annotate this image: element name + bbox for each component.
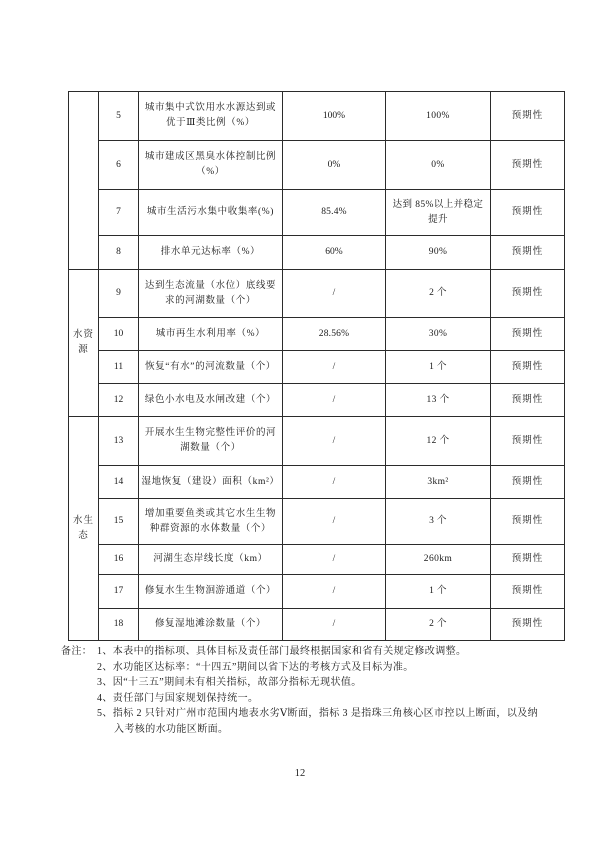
- target-value: 达到 85%以上并稳定提升: [386, 190, 491, 236]
- table-row: [69, 190, 565, 236]
- row-number: 18: [99, 609, 139, 641]
- current-value: /: [283, 466, 386, 499]
- indicator-name: 恢复“有水”的河流数量（个）: [139, 351, 283, 384]
- category-cell-continued: [69, 92, 99, 270]
- row-number: 6: [99, 141, 139, 190]
- page-number: 12: [294, 768, 306, 779]
- table-row: [69, 609, 565, 641]
- attribute-value: 预期性: [491, 575, 565, 609]
- indicator-name: 城市集中式饮用水水源达到或优于Ⅲ类比例（%）: [139, 92, 283, 141]
- target-value: 90%: [386, 236, 491, 270]
- row-number: 11: [99, 351, 139, 384]
- target-value: 2 个: [386, 609, 491, 641]
- table-row: [69, 141, 565, 190]
- current-value: /: [283, 270, 386, 318]
- indicator-name: 城市建成区黑臭水体控制比例（%）: [139, 141, 283, 190]
- table-row: [69, 351, 565, 384]
- attribute-value: 预期性: [491, 417, 565, 466]
- indicator-name: 排水单元达标率（%）: [139, 236, 283, 270]
- note-item-2: 2、水功能区达标率：“十四五”期间以省下达的考核方式及目标为准。: [97, 661, 414, 673]
- row-number: 17: [99, 575, 139, 609]
- target-value: 3km²: [386, 466, 491, 499]
- attribute-value: 预期性: [491, 384, 565, 417]
- attribute-value: 预期性: [491, 141, 565, 190]
- attribute-value: 预期性: [491, 609, 565, 641]
- target-value: 0%: [386, 141, 491, 190]
- row-number: 15: [99, 499, 139, 545]
- indicator-name: 城市生活污水集中收集率(%): [139, 190, 283, 236]
- note-item-5: 5、指标 2 只针对广州市范围内地表水劣Ⅴ断面，指标 3 是指珠三角核心区市控以上断面，以及纳入考核的水功能区断面。: [97, 708, 539, 735]
- current-value: 60%: [283, 236, 386, 270]
- target-value: 2 个: [386, 270, 491, 318]
- current-value: /: [283, 499, 386, 545]
- row-number: 12: [99, 384, 139, 417]
- notes-label: 备注：: [61, 646, 93, 657]
- row-number: 13: [99, 417, 139, 466]
- indicators-table: [68, 91, 565, 641]
- target-value: 30%: [386, 318, 491, 351]
- table-row: [69, 318, 565, 351]
- target-value: 1 个: [386, 575, 491, 609]
- target-value: 12 个: [386, 417, 491, 466]
- current-value: 0%: [283, 141, 386, 190]
- indicator-name: 修复水生生物洄游通道（个）: [139, 575, 283, 609]
- table-row: [69, 236, 565, 270]
- row-number: 8: [99, 236, 139, 270]
- table-row: [69, 417, 565, 466]
- current-value: /: [283, 545, 386, 575]
- attribute-value: 预期性: [491, 190, 565, 236]
- current-value: 100%: [283, 92, 386, 141]
- attribute-value: 预期性: [491, 351, 565, 384]
- indicator-name: 绿色小水电及水闸改建（个）: [139, 384, 283, 417]
- table-row: [69, 384, 565, 417]
- row-number: 7: [99, 190, 139, 236]
- attribute-value: 预期性: [491, 466, 565, 499]
- target-value: 100%: [386, 92, 491, 141]
- attribute-value: 预期性: [491, 270, 565, 318]
- current-value: /: [283, 575, 386, 609]
- target-value: 3 个: [386, 499, 491, 545]
- note-item-1: 1、本表中的指标项、具体目标及责任部门最终根据国家和省有关规定修改调整。: [97, 646, 467, 657]
- table-row: [69, 545, 565, 575]
- current-value: /: [283, 384, 386, 417]
- note-item-4: 4、责任部门与国家规划保持统一。: [97, 692, 259, 704]
- current-value: /: [283, 351, 386, 384]
- table-row: [69, 466, 565, 499]
- notes-items: [97, 644, 541, 737]
- attribute-value: 预期性: [491, 92, 565, 141]
- row-number: 14: [99, 466, 139, 499]
- row-number: 10: [99, 318, 139, 351]
- target-value: 13 个: [386, 384, 491, 417]
- notes-section: [61, 644, 541, 737]
- target-value: 260km: [386, 545, 491, 575]
- indicator-name: 达到生态流量（水位）底线要求的河湖数量（个）: [139, 270, 283, 318]
- category-cell-water-resources: 水资源: [69, 270, 99, 417]
- indicator-name: 开展水生生物完整性评价的河湖数量（个）: [139, 417, 283, 466]
- table-row: [69, 270, 565, 318]
- indicator-name: 湿地恢复（建设）面积（km²）: [139, 466, 283, 499]
- indicator-name: 城市再生水利用率（%）: [139, 318, 283, 351]
- target-value: 1 个: [386, 351, 491, 384]
- indicator-name: 河湖生态岸线长度（km）: [139, 545, 283, 575]
- table-row: [69, 92, 565, 141]
- attribute-value: 预期性: [491, 545, 565, 575]
- category-cell-water-ecology: 水生态: [69, 417, 99, 641]
- note-item-3: 3、因“十三五”期间未有相关指标，故部分指标无现状值。: [97, 677, 362, 688]
- attribute-value: 预期性: [491, 236, 565, 270]
- current-value: 85.4%: [283, 190, 386, 236]
- attribute-value: 预期性: [491, 318, 565, 351]
- row-number: 5: [99, 92, 139, 141]
- row-number: 16: [99, 545, 139, 575]
- current-value: 28.56%: [283, 318, 386, 351]
- indicator-name: 修复湿地滩涂数量（个）: [139, 609, 283, 641]
- table-row: [69, 575, 565, 609]
- current-value: /: [283, 609, 386, 641]
- table-row: [69, 499, 565, 545]
- row-number: 9: [99, 270, 139, 318]
- attribute-value: 预期性: [491, 499, 565, 545]
- indicator-name: 增加重要鱼类或其它水生生物种群资源的水体数量（个）: [139, 499, 283, 545]
- current-value: /: [283, 417, 386, 466]
